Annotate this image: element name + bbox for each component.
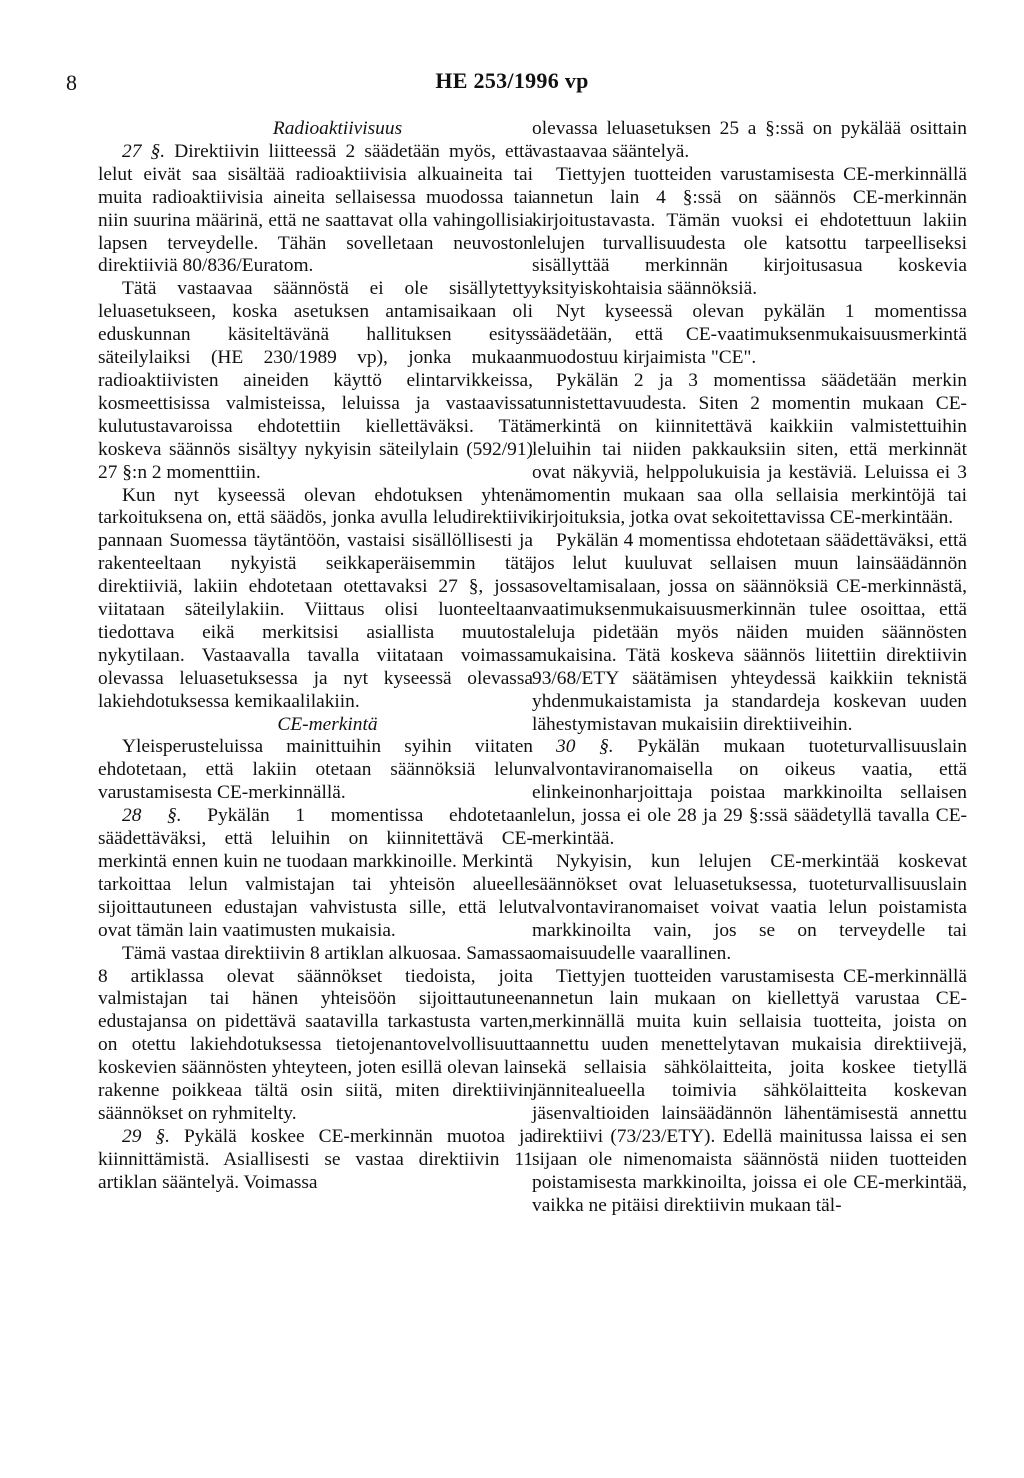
section-ref: 28 §. [122,805,182,827]
section-heading-radioactivity: Radioaktiivisuus [272,118,403,139]
paragraph: Kun nyt kyseessä olevan ehdotuksen yhtenä tarkoituksena on, että säädös, jonka avulla leludirektiivi pannaan Suomessa täytäntöön, vastaisi sisällöllisesti ja rakenteeltaan nykyistä seikkaperäisemmin tätä direktiiviä, lakiin ehdotetaan otettavaksi 27 §, jossa viitataan säteilylakiin. Viittaus olisi luonteeltaan tiedottava eikä merkitsisi asiallista muutosta nykytilaan. Vastaavalla tavalla viitataan voimassa olevassa leluasetuksessa ja nyt kyseessä olevassa lakiehdotuksessa kemikaalilakiin. [98,484,533,712]
left-column [98,118,533,1195]
paragraph [98,805,533,942]
right-column [532,118,967,1218]
paragraph: Nykyisin, kun lelujen CE-merkintää koskevat säännökset ovat leluasetuksessa, tuoteturvallisuuslain valvontaviranomaiset voivat vaatia lelun poistamista markkinoilta vain, jos se on terveydelle tai omaisuudelle vaarallinen. [532,851,967,964]
paragraph [532,736,967,851]
section-heading-ce-marking: CE-merkintä [277,713,378,735]
paragraph: Pykälän 4 momentissa ehdotetaan säädettäväksi, että jos lelut kuuluvat sellaisen muun lainsäädännön soveltamisalaan, jossa on säännöksiä CE-merkinnästä, vaatimuksenmukaisuusmerkinnän tulee osoittaa, että leluja pidetään myös näiden muiden säännösten mukaisina. Tätä koskeva säännös liitettiin direktiivin 93/68/ETY säätämisen yhteydessä kaikkiin teknistä yhdenmukaistamista ja standardeja koskevan uuden lähestymistavan mukaisiin direktiiveihin. [532,530,967,735]
paragraph: olevassa leluasetuksen 25 a §:ssä on pykälää osittain vastaavaa sääntelyä. [532,118,967,162]
section-ref: 30 §. [556,736,614,758]
paragraph: Tiettyjen tuotteiden varustamisesta CE-merkinnällä annetun lain mukaan on kiellettyä varustaa CE-merkinnällä muita kuin sellaisia tuotteita, joista on annettu uuden menettelytavan mukaisia direktiivejä, sekä sellaisia sähkölaitteita, joita koskee tietyllä jännitealueella toimivia sähkölaitteita koskevan jäsenvaltioiden lainsäädännön lähentämisestä annettu direktiivi (73/23/ETY). Edellä mainitussa laissa ei sen sijaan ole nimenomaista säännöstä niiden tuotteiden poistamisesta markkinoilta, joissa ei ole CE-merkintää, vaikka ne pitäisi direktiivin mukaan täl- [532,965,967,1216]
paragraph [98,1126,533,1195]
paragraph: Yleisperusteluissa mainittuihin syihin viitaten ehdotetaan, että lakiin otetaan säännöksiä lelun varustamisesta CE-merkinnällä. [98,736,533,804]
paragraph: Tätä vastaavaa säännöstä ei ole sisällytetty leluasetukseen, koska asetuksen antamisaikaan oli eduskunnan käsiteltävänä hallituksen esitys säteilylaiksi (HE 230/1989 vp), jonka mukaan radioaktiivisten aineiden käyttö elintarvikkeissa, kosmeettisissa valmisteissa, leluissa ja vastaavissa kulutustavaroissa ehdotettiin kiellettäväksi. Tätä koskeva säännös sisältyy nykyisin säteilylain (592/91) 27 §:n 2 momenttiin. [98,278,533,483]
section-ref: 27 §. [122,140,166,162]
paragraph: Tiettyjen tuotteiden varustamisesta CE-merkinnällä annetun lain 4 §:ssä on säännös CE-merkinnän kirjoitustavasta. Tämän vuoksi ei ehdotettuun lakiin lelujen turvallisuudesta ole katsottu tarpeelliseksi sisällyttää merkinnän kirjoitusasua koskevia yksityiskohtaisia säännöksiä. [532,163,967,300]
paragraph: Pykälän 2 ja 3 momentissa säädetään merkin tunnistettavuudesta. Siten 2 momentin mukaan CE-merkintä on kiinnitettävä kaikkiin valmistettuihin leluihin tai niiden pakkauksiin siten, että merkinnät ovat näkyviä, helppolukuisia ja kestäviä. Leluissa ei 3 momentin mukaan saa olla sellaisia merkintöjä tai kirjoituksia, jotka ovat sekoitettavissa CE-merkintään. [532,369,967,529]
document-id: HE 253/1996 vp [435,68,589,93]
section-ref: 29 §. [122,1125,170,1147]
page-number: 8 [66,70,77,95]
paragraph [98,141,533,278]
paragraph-text: Pykälä koskee CE-merkinnän muotoa ja kiinnittämistä. Asiallisesti se vastaa direktiivin 11 artiklan sääntelyä. Voimassa [98,1125,533,1193]
paragraph: Tämä vastaa direktiivin 8 artiklan alkuosaa. Samassa 8 artiklassa olevat säännökset tiedoista, joita valmistajan tai hänen yhteisöön sijoittautuneen edustajansa on pidettävä saatavilla tarkastusta varten, on otettu lakiehdotuksessa tietojenantovelvollisuutta koskevien säännösten yhteyteen, joten esillä olevan lain rakenne poikkeaa tältä osin siitä, miten direktiivin säännökset on ryhmitelty. [98,942,533,1124]
paragraph-text: Pykälän mukaan tuoteturvallisuuslain valvontaviranomaisella on oikeus vaatia, että elinkeinonharjoittaja poistaa markkinoilta sellaisen lelun, jossa ei ole 28 ja 29 §:ssä säädetyllä tavalla CE-merkintää. [532,736,967,850]
paragraph-text: Direktiivin liitteessä 2 säädetään myös, että lelut eivät saa sisältää radioaktiivisia alkuaineita tai muita radioaktiivisia aineita sellaisessa muodossa tai niin suurina määrinä, että ne saattavat olla vahingollisia lapsen terveydelle. Tähän sovelletaan neuvoston direktiiviä 80/836/Euratom. [98,140,533,277]
paragraph-text: Pykälän 1 momentissa ehdotetaan säädettäväksi, että leluihin on kiinnitettävä CE-merkintä ennen kuin ne tuodaan markkinoille. Merkintä tarkoittaa lelun valmistajan tai yhteisön alueelle sijoittautuneen edustajan vahvistusta sille, että lelut ovat tämän lain vaatimusten mukaisia. [98,805,533,941]
paragraph: Nyt kyseessä olevan pykälän 1 momentissa säädetään, että CE-vaatimuksenmukaisuusmerkintä muodostuu kirjaimista "CE". [532,301,967,369]
